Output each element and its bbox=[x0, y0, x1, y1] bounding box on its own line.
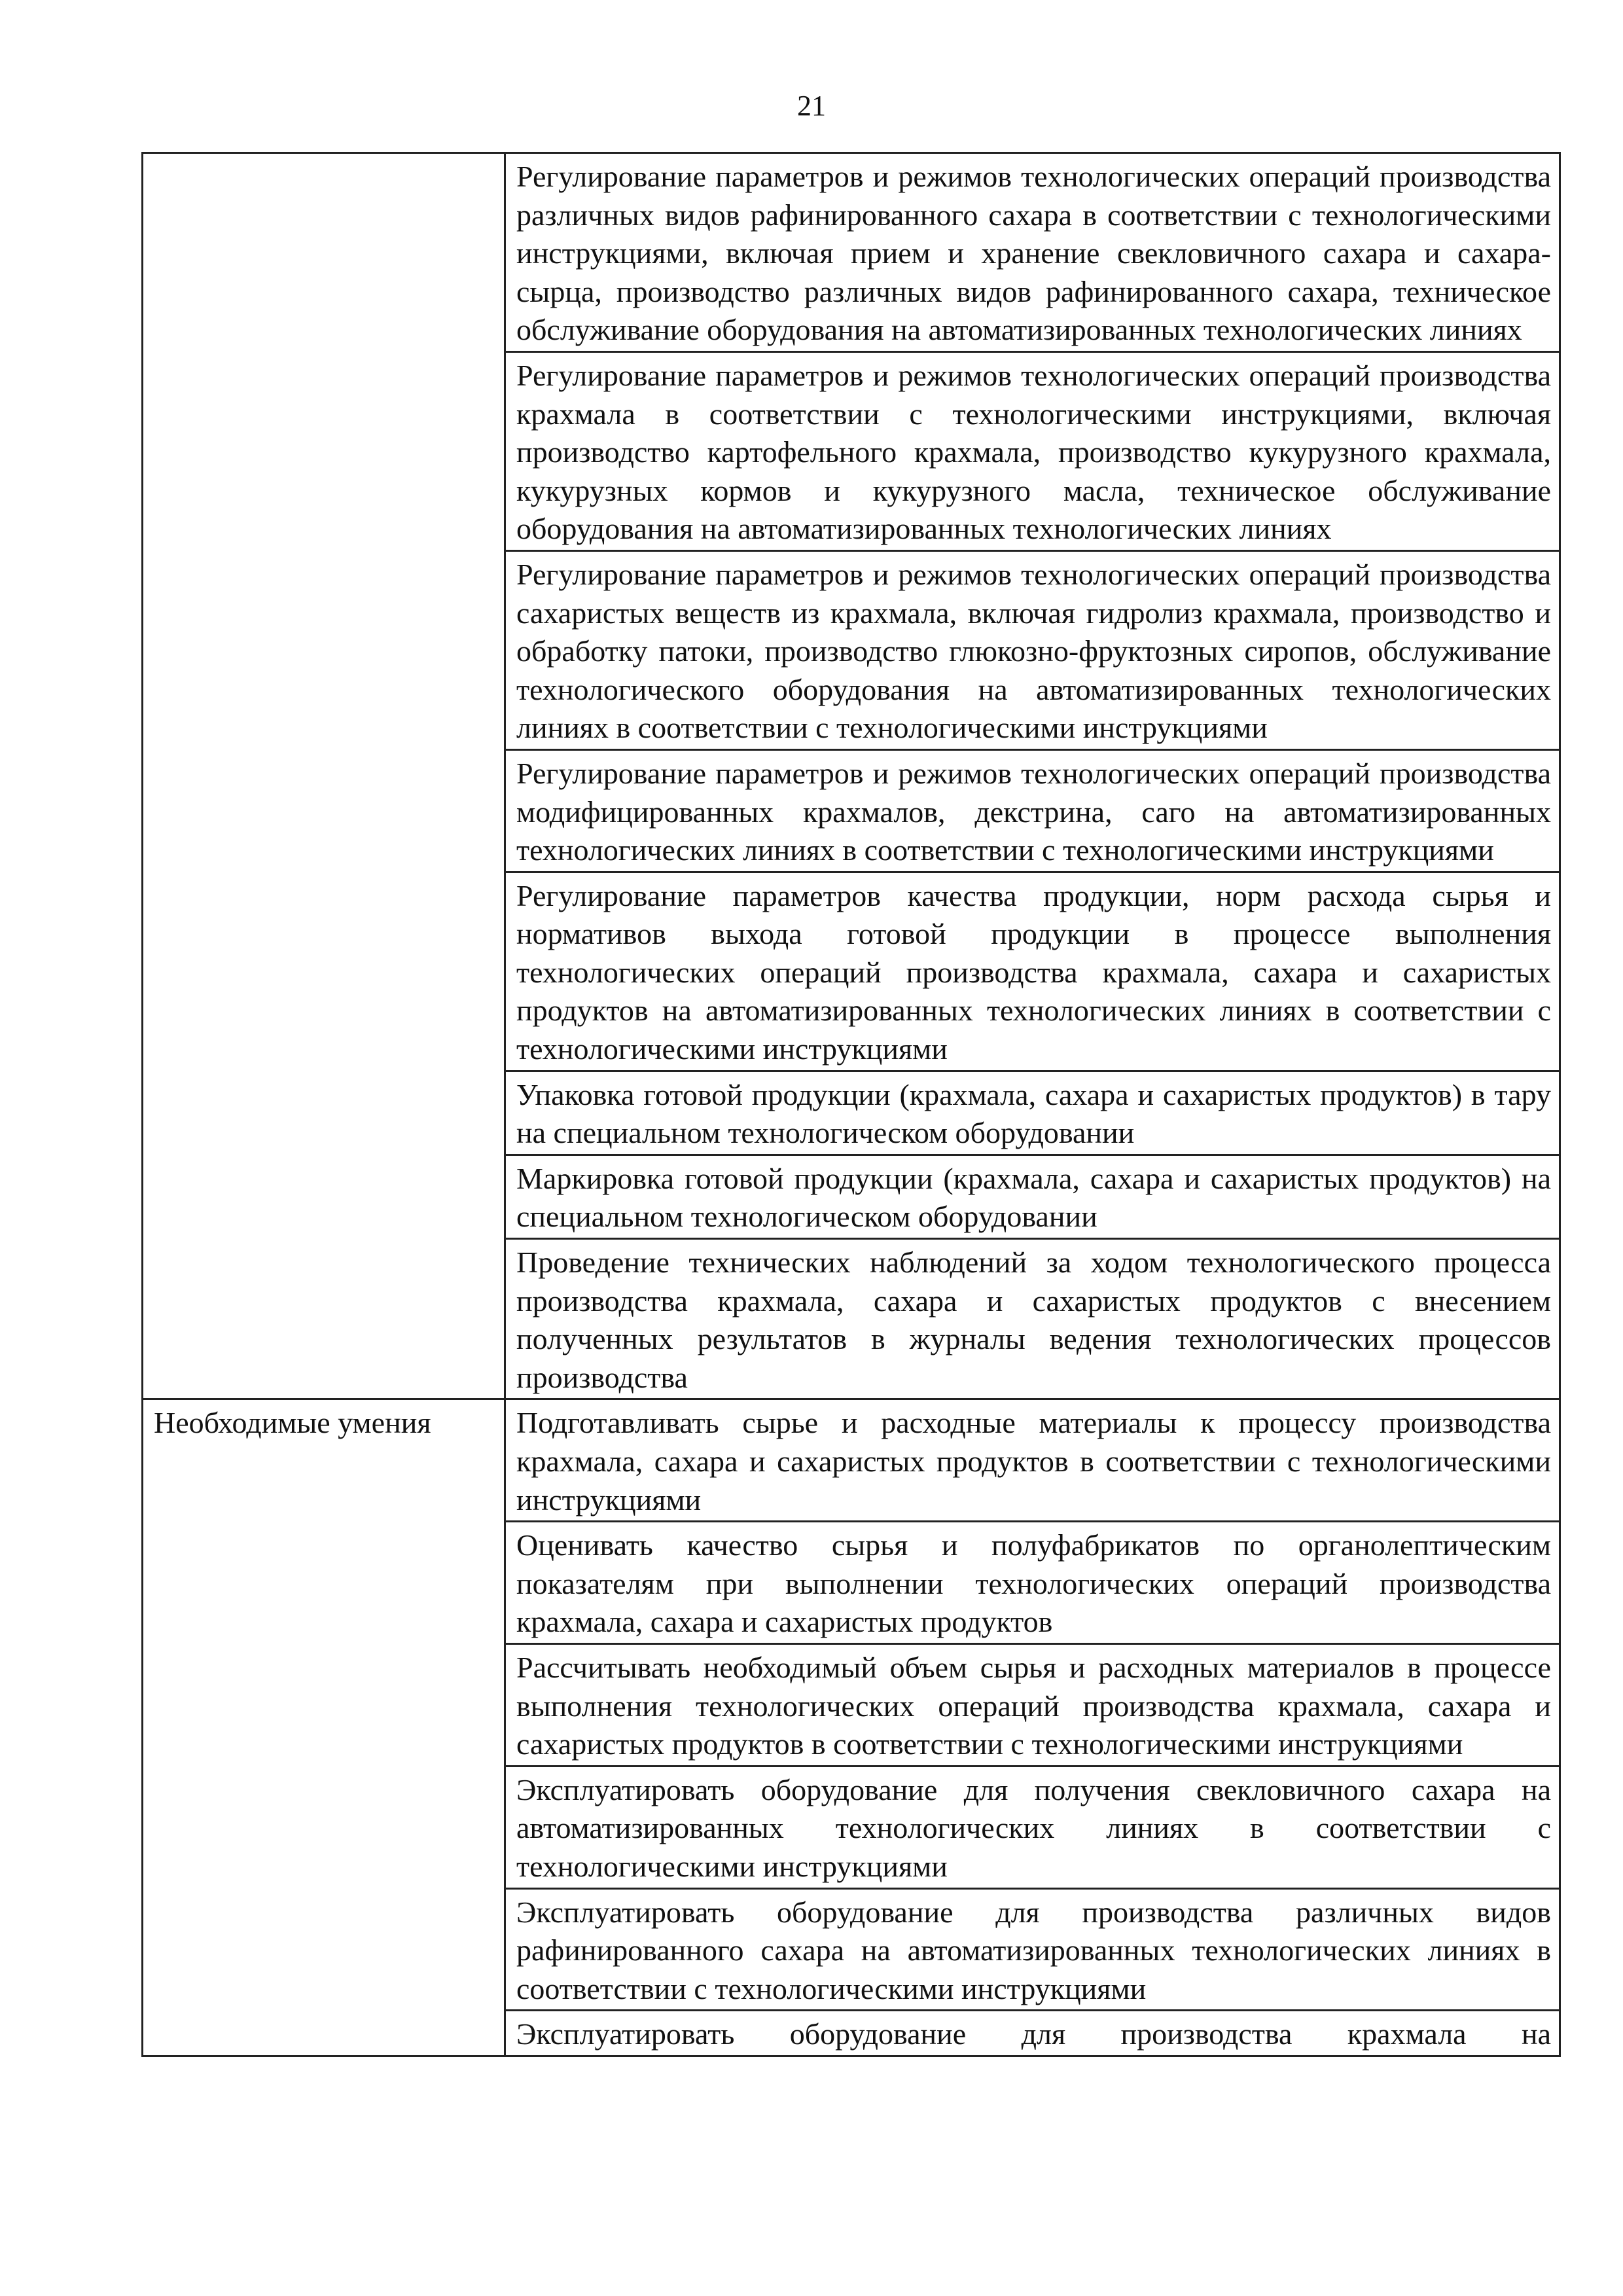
table-row bbox=[143, 153, 1560, 352]
functions-table bbox=[141, 152, 1561, 2057]
row-description-cell: Оценивать качество сырья и полуфабрикатов по органолептическим показателям при выполнении технологических операций производства крахмала, сахара и сахаристых продуктов bbox=[505, 1522, 1560, 1644]
row-description-cell: Регулирование параметров и режимов технологических операций производства различных видов рафинированного сахара в соответствии с технологическими инструкциями, включая прием и хранение свекловичного сахара и сахара-сырца, производство различных видов рафинированного сахара, техническое обслуживание оборудования на автоматизированных технологических линиях bbox=[505, 153, 1560, 352]
row-description-cell: Регулирование параметров и режимов технологических операций производства модифицированных крахмалов, декстрина, саго на автоматизированных технологических линиях в соответствии с технологическими инструкциями bbox=[505, 749, 1560, 872]
row-description-cell: Рассчитывать необходимый объем сырья и расходных материалов в процессе выполнения технологических операций производства крахмала, сахара и сахаристых продуктов в соответствии с технологическими инструкциями bbox=[505, 1643, 1560, 1766]
table-row bbox=[143, 1399, 1560, 1522]
row-description-cell: Регулирование параметров качества продукции, норм расхода сырья и нормативов выхода готовой продукции в процессе выполнения технологических операций производства крахмала, сахара и сахаристых продуктов на автоматизированных технологических линиях в соответствии с технологическими инструкциями bbox=[505, 872, 1560, 1071]
row-description-cell: Регулирование параметров и режимов технологических операций производства сахаристых веществ из крахмала, включая гидролиз крахмала, производство и обработку патоки, производство глюкозно-фруктозных сиропов, обслуживание технологического оборудования на автоматизированных технологических линиях в соответствии с технологическими инструкциями bbox=[505, 550, 1560, 749]
row-description-cell: Упаковка готовой продукции (крахмала, сахара и сахаристых продуктов) в тару на специальном технологическом оборудовании bbox=[505, 1071, 1560, 1155]
row-description-cell: Эксплуатировать оборудование для производства крахмала на bbox=[505, 2011, 1560, 2056]
row-label-cell bbox=[143, 153, 505, 1399]
row-description-cell: Эксплуатировать оборудование для производства различных видов рафинированного сахара на автоматизированных технологических линиях в соответствии с технологическими инструкциями bbox=[505, 1888, 1560, 2011]
page-number: 21 bbox=[797, 90, 826, 122]
row-description-cell: Регулирование параметров и режимов технологических операций производства крахмала в соответствии с технологическими инструкциями, включая производство картофельного крахмала, производство кукурузного крахмала, кукурузных кормов и кукурузного масла, техническое обслуживание оборудования на автоматизированных технологических линиях bbox=[505, 351, 1560, 550]
row-label-cell: Необходимые умения bbox=[143, 1399, 505, 2056]
row-description-cell: Эксплуатировать оборудование для получения свекловичного сахара на автоматизированных технологических линиях в соответствии с технологическими инструкциями bbox=[505, 1766, 1560, 1888]
row-description-cell: Маркировка готовой продукции (крахмала, сахара и сахаристых продуктов) на специальном технологическом оборудовании bbox=[505, 1155, 1560, 1238]
row-description-cell: Подготавливать сырье и расходные материалы к процессу производства крахмала, сахара и сахаристых продуктов в соответствии с технологическими инструкциями bbox=[505, 1399, 1560, 1522]
row-description-cell: Проведение технических наблюдений за ходом технологического процесса производства крахмала, сахара и сахаристых продуктов с внесением полученных результатов в журналы ведения технологических процессов производства bbox=[505, 1239, 1560, 1399]
